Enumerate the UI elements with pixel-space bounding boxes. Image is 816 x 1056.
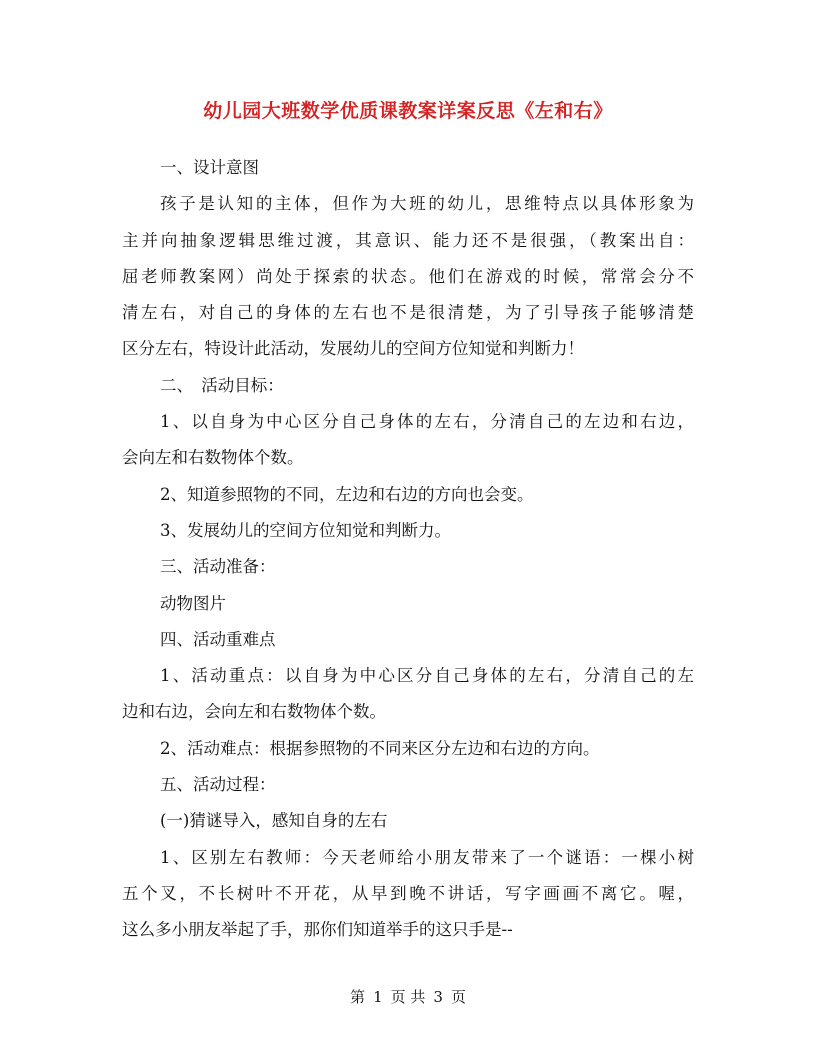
section-heading-preparation: 三、活动准备： <box>160 557 276 577</box>
document-body <box>122 150 694 949</box>
paragraph-line: 屈老师教案网）尚处于探索的状态。他们在游戏的时候，常常会分不 <box>122 266 694 286</box>
paragraph-line: 孩子是认知的主体，但作为大班的幼儿，思维特点以具体形象为 <box>160 194 694 214</box>
paragraph-line: 会向左和右数物体个数。 <box>122 448 304 468</box>
paragraph-line: 1、活动重点：以自身为中心区分自己身体的左右，分清自己的左 <box>160 666 694 686</box>
section-heading-design-intent: 一、设计意图 <box>160 158 259 177</box>
paragraph-line: 动物图片 <box>160 593 226 613</box>
paragraph-line: 这么多小朋友举起了手，那你们知道举手的这只手是-- <box>122 920 513 940</box>
paragraph-line: 2、知道参照物的不同，左边和右边的方向也会变。 <box>160 484 534 504</box>
footer-prefix: 第 <box>350 988 366 1006</box>
section-heading-goals: 二、 活动目标： <box>160 375 284 395</box>
paragraph-line: 边和右边，会向左和右数物体个数。 <box>122 702 386 722</box>
footer-middle: 页 共 <box>390 988 426 1006</box>
subsection-heading: (一)猜谜导入，感知自身的左右 <box>160 811 388 831</box>
paragraph-line: 五个叉，不长树叶不开花，从早到晚不讲话，写字画画不离它。喔， <box>122 883 694 903</box>
paragraph-line: 主并向抽象逻辑思维过渡，其意识、能力还不是很强，（教案出自： <box>122 230 694 250</box>
page-footer <box>0 986 816 1007</box>
paragraph-line: 2、活动难点：根据参照物的不同来区分左边和右边的方向。 <box>160 738 600 758</box>
section-heading-key-points: 四、活动重难点 <box>160 629 276 649</box>
paragraph-line: 1、区别左右教师：今天老师给小朋友带来了一个谜语：一棵小树 <box>160 847 694 867</box>
footer-current-page: 1 <box>373 988 383 1006</box>
paragraph-line: 区分左右，特设计此活动，发展幼儿的空间方位知觉和判断力！ <box>122 339 584 359</box>
document-title: 幼儿园大班数学优质课教案详案反思《左和右》 <box>203 100 613 122</box>
footer-total-pages: 3 <box>433 988 443 1006</box>
footer-suffix: 页 <box>450 988 466 1006</box>
paragraph-line: 清左右，对自己的身体的左右也不是很清楚，为了引导孩子能够清楚 <box>122 303 694 323</box>
section-heading-process: 五、活动过程： <box>160 775 276 795</box>
paragraph-line: 3、发展幼儿的空间方位知觉和判断力。 <box>160 520 451 540</box>
paragraph-line: 1、以自身为中心区分自己身体的左右，分清自己的左边和右边， <box>160 412 694 432</box>
